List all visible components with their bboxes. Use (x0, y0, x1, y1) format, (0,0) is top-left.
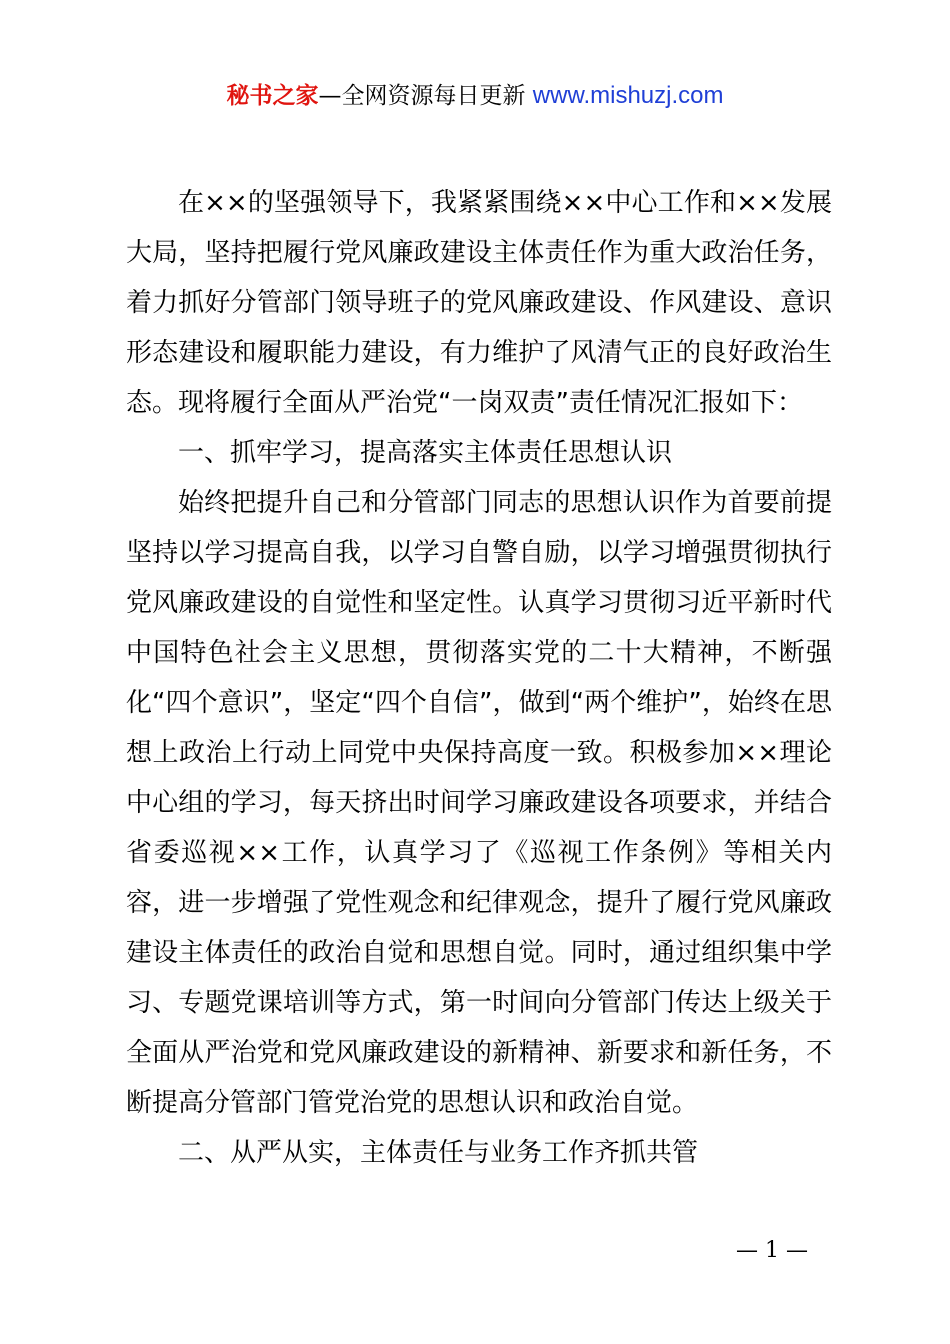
intro-paragraph: 在××的坚强领导下，我紧紧围绕××中心工作和××发展大局，坚持把履行党风廉政建设主体责任作为重大政治任务，着力抓好分管部门领导班子的党风廉政建设、作风建设、意识形态建设和履职能力建设，有力维护了风清气正的良好政治生态。现将履行全面从严治党“一岗双责”责任情况汇报如下： (126, 188, 832, 418)
site-tagline: —全网资源每日更新 (318, 83, 533, 109)
document-body (126, 178, 832, 1178)
section-heading-2: 二、从严从实，主体责任与业务工作齐抓共管 (178, 1138, 699, 1168)
site-brand: 秘书之家 (226, 83, 319, 109)
section-heading-1: 一、抓牢学习，提高落实主体责任思想认识 (178, 438, 673, 468)
page-number: — 1 — (736, 1238, 808, 1263)
site-url-link[interactable]: www.mishuzj.com (532, 82, 724, 109)
section-1-paragraph: 始终把提升自己和分管部门同志的思想认识作为首要前提坚持以学习提高自我，以学习自警自励，以学习增强贯彻执行党风廉政建设的自觉性和坚定性。认真学习贯彻习近平新时代中国特色社会主义思想，贯彻落实党的二十大精神，不断强化“四个意识”，坚定“四个自信”，做到“两个维护”，始终在思想上政治上行动上同党中央保持高度一致。积极参加××理论中心组的学习，每天挤出时间学习廉政建设各项要求，并结合省委巡视××工作，认真学习了《巡视工作条例》等相关内容，进一步增强了党性观念和纪律观念，提升了履行党风廉政建设主体责任的政治自觉和思想自觉。同时，通过组织集中学习、专题党课培训等方式，第一时间向分管部门传达上级关于全面从严治党和党风廉政建设的新精神、新要求和新任务，不断提高分管部门管党治党的思想认识和政治自觉。 (126, 488, 832, 1118)
site-header (0, 80, 950, 112)
